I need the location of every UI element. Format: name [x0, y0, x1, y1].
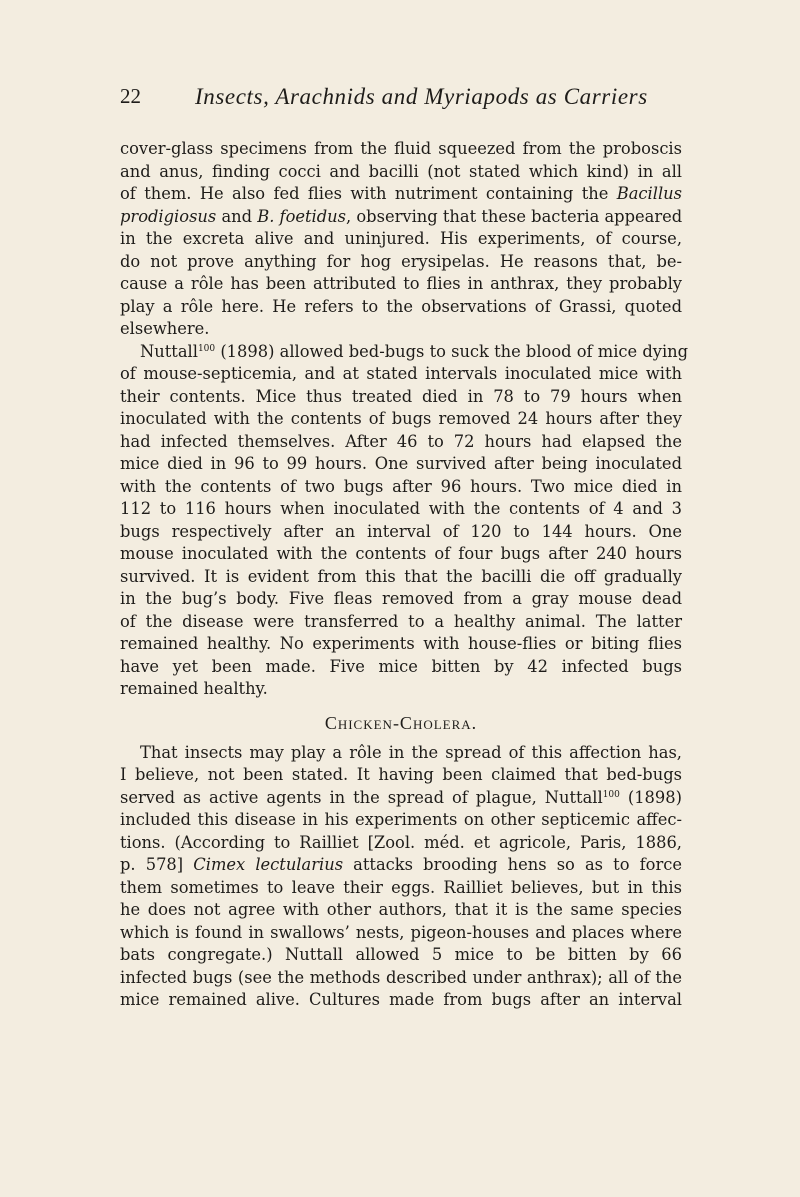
text-line: inoculated with the contents of bugs removed 24 hours after they: [120, 409, 682, 428]
paragraph-hog-erysipelas: [120, 138, 682, 341]
text-line: of the disease were transferred to a healthy animal. The latter: [120, 611, 682, 631]
text-line: in the excreta alive and uninjured. His experiments, of course,: [120, 229, 682, 248]
body-text: [120, 138, 689, 1012]
text-line: served as active agents in the spread of plague, Nuttall$^{100}$ (1898): [120, 787, 682, 807]
text-line: 112 to 116 hours when inoculated with the contents of 4 and 3: [120, 499, 682, 518]
text-line: which is found in swallows’ nests, pigeon-houses and places where: [120, 922, 682, 942]
text-line: Nuttall$^{100}$ (1898) allowed bed-bugs to suck the blood of mice dying: [140, 341, 689, 361]
text-line: bats congregate.) Nuttall allowed 5 mice to be bitten by 66: [120, 945, 682, 964]
page-header: [120, 84, 680, 118]
section-heading: Chicken-Cholera.: [324, 712, 478, 733]
text-line: included this disease in his experiments on other septicemic affec-: [120, 810, 682, 829]
text-line: have yet been made. Five mice bitten by 42 infected bugs: [120, 656, 682, 676]
text-line: them sometimes to leave their eggs. Railliet believes, but in this: [120, 877, 682, 897]
text-line: bugs respectively after an interval of 120 to 144 hours. One: [120, 521, 682, 541]
text-line: mouse inoculated with the contents of four bugs after 240 hours: [120, 544, 682, 563]
text-line: remained healthy. No experiments with house-flies or biting flies: [120, 634, 682, 653]
running-title: Insects, Arachnids and Myriapods as Carriers: [195, 84, 648, 109]
text-line: That insects may play a rôle in the spread of this affection has,: [140, 742, 682, 762]
text-line: mice died in 96 to 99 hours. One survived after being inoculated: [120, 454, 682, 473]
text-line: with the contents of two bugs after 96 hours. Two mice died in: [120, 476, 682, 496]
text-line: and anus, finding cocci and bacilli (not stated which kind) in all: [120, 161, 682, 181]
text-line: tions. (According to Railliet [Zool. méd. et agricole, Paris, 1886,: [120, 832, 682, 852]
text-line: of mouse-septicemia, and at stated intervals inoculated mice with: [120, 364, 682, 383]
text-line: prodigiosus and B. foetidus, observing that these bacteria appeared: [120, 206, 683, 226]
text-line: elsewhere.: [120, 319, 210, 338]
paragraph-mouse-septicemia: [120, 341, 689, 701]
text-line: do not prove anything for hog erysipelas. He reasons that, be-: [120, 251, 682, 271]
text-line: cover-glass specimens from the fluid squeezed from the proboscis: [120, 139, 682, 158]
text-line: infected bugs (see the methods described under anthrax); all of the: [120, 967, 682, 987]
text-line: their contents. Mice thus treated died in 78 to 79 hours when: [120, 386, 682, 406]
text-line: mice remained alive. Cultures made from bugs after an interval: [120, 990, 682, 1009]
text-line: play a rôle here. He refers to the observations of Grassi, quoted: [120, 296, 682, 316]
text-line: in the bug’s body. Five fleas removed from a gray mouse dead: [120, 589, 682, 608]
text-line: p. 578] Cimex lectularius attacks brooding hens so as to force: [120, 855, 682, 874]
text-line: remained healthy.: [120, 679, 268, 698]
page-number: 22: [120, 84, 141, 108]
text-line: I believe, not been stated. It having been claimed that bed-bugs: [120, 765, 682, 784]
text-line: survived. It is evident from this that the bacilli die off gradually: [120, 566, 682, 586]
text-line: of them. He also fed flies with nutriment containing the Bacillus: [120, 184, 682, 203]
text-line: had infected themselves. After 46 to 72 hours had elapsed the: [120, 431, 682, 451]
text-line: cause a rôle has been attributed to flies in anthrax, they probably: [120, 274, 682, 293]
paragraph-chicken-cholera: [120, 742, 682, 1012]
text-line: he does not agree with other authors, that it is the same species: [120, 900, 682, 919]
